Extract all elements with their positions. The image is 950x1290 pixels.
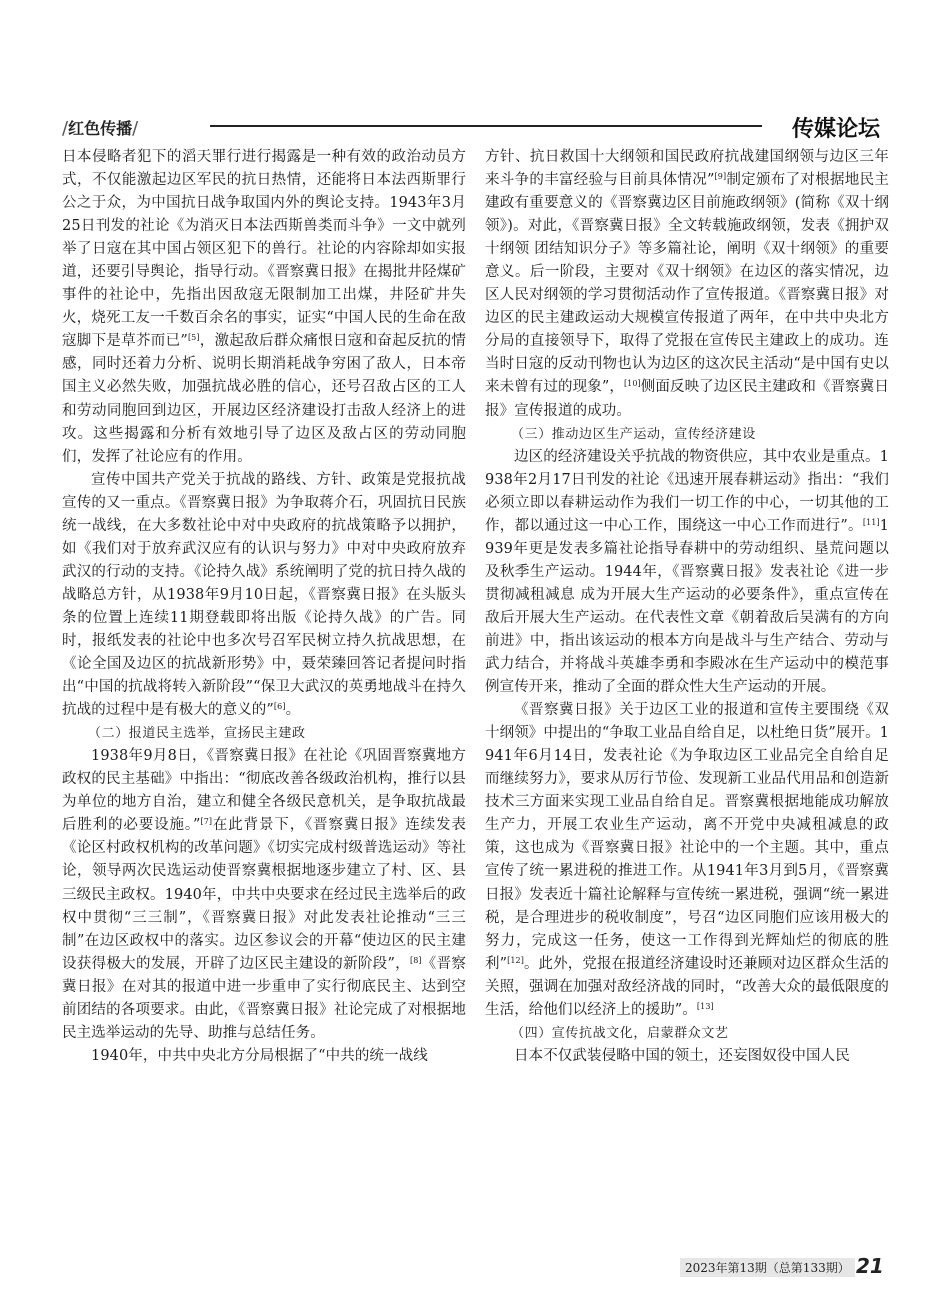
citation-ref: [5] xyxy=(187,333,200,343)
citation-ref: [10] xyxy=(623,379,641,389)
page-footer xyxy=(662,1254,892,1280)
citation-ref: [9] xyxy=(714,172,727,182)
paragraph: 宣传中国共产党关于抗战的路线、方针、政策是党报抗战宣传的又一重点。《晋察冀日报》为争取蒋介石，巩固抗日民族统一战线，在大多数社论中对中央政府的抗战策略予以拥护，如《我们对于放弃武汉应有的认识与努力》中对中央政府放弃武汉的行动的支持。《论持久战》系统阐明了党的抗日持久战的战略总方针，从1938年9月10日起，《晋察冀日报》在头版头条的位置上连续11期登载即将出版《论持久战》的广告。同时，报纸发表的社论中也多次号召军民树立持久抗战思想，在《论全国及边区的抗战新形势》中，聂荣臻回答记者提问时指出“中国的抗战将转入新阶段”“保卫大武汉的英勇地战斗在持久抗战的过程中是有极大的意义的”[6]。 xyxy=(62,471,466,719)
section-subheading: （二）报道民主选举，宣扬民主建政 xyxy=(88,726,306,742)
left-column xyxy=(62,146,466,1276)
paragraph: 日本不仅武装侵略中国的领土，还妄图奴役中国人民 xyxy=(514,1047,850,1064)
paragraph: 1940年，中共中央北方分局根据了“中共的统一战线 xyxy=(91,1047,428,1064)
paragraph: 方针、抗日救国十大纲领和国民政府抗战建国纲领与边区三年来斗争的丰富经验与目前具体情况”[9]制定颁布了对根据地民主建政有重要意义的《晋察冀边区目前施政纲领》(简称《双十纲领》)。对此，《晋察冀日报》全文转载施政纲领，发表《拥护双十纲领 团结知识分子》等多篇社论，阐明《双十纲领》的重要意义。后一阶段，主要对《双十纲领》在边区的落实情况，边区人民对纲领的学习贯彻活动作了宣传报道。《晋察冀日报》对边区的民主建政运动大规模宣传报道了两年，在中共中央北方分局的直接领导下，取得了党报在宣传民主建政上的成功。连当时日寇的反动刊物也认为边区的这次民主活动“是中国有史以来未曾有过的现象”，[10]侧面反映了边区民主建政和《晋察冀日报》宣传报道的成功。 xyxy=(485,149,889,419)
paragraph: 边区的经济建设关乎抗战的物资供应，其中农业是重点。1938年2月17日刊发的社论《迅速开展春耕运动》指出：“我们必须立即以春耕运动作为我们一切工作的中心，一切其他的工作，都以通过这一中心工作，围绕这一中心工作而进行”。[11]1939年更是发表多篇社论指导春耕中的劳动组织、垦荒问题以及秋季生产运动。1944年，《晋察冀日报》发表社论《进一步贯彻减租减息 成为开展大生产运动的必要条件》，重点宣传在敌后开展大生产运动。在代表性文章《朝着敌后吴满有的方向前进》中，指出该运动的根本方向是战斗与生产结合、劳动与武力结合，并将战斗英雄李勇和李殿冰在生产运动中的模范事例宣传开来，推动了全面的群众性大生产运动的开展。 xyxy=(485,448,889,696)
header-rule xyxy=(210,125,762,127)
column-title: 传媒论坛 xyxy=(791,117,880,142)
citation-ref: [11] xyxy=(862,517,880,527)
citation-ref: [7] xyxy=(200,817,213,827)
page-number: 21 xyxy=(856,1254,884,1278)
paragraph: 1938年9月8日，《晋察冀日报》在社论《巩固晋察冀地方政权的民主基础》中指出：“彻底改善各级政治机构，推行以县为单位的地方自治，建立和健全各级民意机关，是争取抗战最后胜利的必要设施。”[7]在此背景下，《晋察冀日报》连续发表《论区村政权机构的改革问题》《切实完成村级普选运动》等社论，领导两次民选运动使晋察冀根据地逐步建立了村、区、县三级民主政权。1940年，中共中央要求在经过民主选举后的政权中贯彻“三三制”，《晋察冀日报》对此发表社论推动“三三制”在边区政权中的落实。边区参议会的开幕“使边区的民主建设获得极大的发展，开辟了边区民主建设的新阶段”，[8]《晋察冀日报》在对其的报道中进一步重申了实行彻底民主、达到空前团结的各项要求。由此，《晋察冀日报》社论完成了对根据地民主选举运动的先导、助推与总结任务。 xyxy=(62,748,466,1041)
citation-ref: [12] xyxy=(507,955,524,965)
section-label: /红色传播/ xyxy=(62,118,139,139)
citation-ref: [13] xyxy=(696,1001,714,1011)
issue-info: 2023年第13期（总第133期） xyxy=(680,1258,855,1277)
right-column xyxy=(485,146,889,1276)
citation-ref: [6] xyxy=(273,702,286,712)
citation-ref: [8] xyxy=(409,955,422,965)
section-subheading: （三）推动边区生产运动，宣传经济建设 xyxy=(511,426,756,442)
paragraph: 《晋察冀日报》关于边区工业的报道和宣传主要围绕《双十纲领》中提出的“争取工业品自给自足，以杜绝日货”展开。1941年6月14日，发表社论《为争取边区工业品完全自给自足而继续努力》，要求从厉行节俭、发现新工业品代用品和创造新技术三方面来实现工业品自给自足。晋察冀根据地能成功解放生产力，开展工农业生产运动，离不开党中央减租减息的政策，这也成为《晋察冀日报》社论中的一个主题。其中，重点宣传了统一累进税的推进工作。从1941年3月到5月，《晋察冀日报》发表近十篇社论解释与宣传统一累进税，强调“统一累进税，是合理进步的税收制度”，号召“边区同胞们应该用极大的努力，完成这一任务，使这一工作得到光辉灿烂的彻底的胜利”[12]。此外，党报在报道经济建设时还兼顾对边区群众生活的关照，强调在加强对敌经济战的同时，“改善大众的最低限度的生活，给他们以经济上的援助”。[13] xyxy=(485,702,889,1018)
section-subheading: （四）宣传抗战文化，启蒙群众文艺 xyxy=(511,1025,729,1041)
section-label-text: 红色传播 xyxy=(68,119,133,138)
page-header xyxy=(62,112,880,142)
paragraph: 日本侵略者犯下的滔天罪行进行揭露是一种有效的政治动员方式，不仅能激起边区军民的抗日热情，还能将日本法西斯罪行公之于众，为中国抗日战争取国内外的舆论支持。1943年3月25日刊发的社论《为消灭日本法西斯兽类而斗争》一文中就列举了日寇在其中国占领区犯下的兽行。社论的内容除却如实报道，还要引导舆论，指导行动。《晋察冀日报》在揭批井陉煤矿事件的社论中，先指出因敌寇无限制加工出煤，井陉矿井失火，烧死工友一千数百余名的事实，证实“中国人民的生命在敌寇脚下是草芥而已”[5]，激起敌后群众痛恨日寇和奋起反抗的情感，同时还着力分析、说明长期消耗战争穷困了敌人，日本帝国主义必然失败，加强抗战必胜的信心，还号召敌占区的工人和劳动同胞回到边区，开展边区经济建设打击敌人经济上的进攻。这些揭露和分析有效地引导了边区及敌占区的劳动同胞们，发挥了社论应有的作用。 xyxy=(62,149,466,465)
